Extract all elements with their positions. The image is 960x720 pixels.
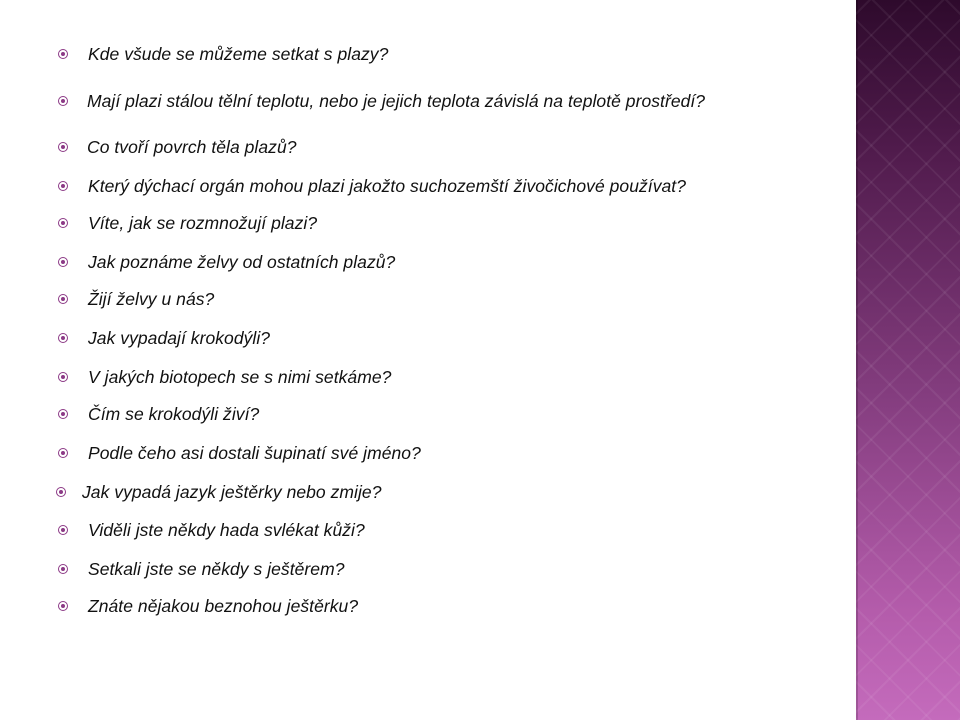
decorative-side-band [856,0,960,720]
bullet-icon [58,333,68,343]
question-text: Žijí želvy u nás? [88,288,215,309]
question-text: Viděli jste někdy hada svlékat kůži? [88,519,365,540]
question-item [58,42,388,66]
question-item [58,518,365,542]
bullet-icon [58,448,68,458]
question-item [58,287,214,311]
bullet-icon [58,96,68,106]
question-text: V jakých biotopech se s nimi setkáme? [88,366,392,387]
question-text: Víte, jak se rozmnožují plazi? [88,212,318,233]
bullet-icon [58,49,68,59]
bullet-icon [58,525,68,535]
question-text: Čím se krokodýli živí? [88,403,260,424]
question-item [56,480,382,504]
question-item [58,89,705,113]
question-item [58,402,259,426]
question-item [58,594,358,618]
bullet-icon [58,601,68,611]
bullet-icon [58,372,68,382]
question-text: Podle čeho asi dostali šupinatí své jméno? [88,442,421,463]
question-text: Mají plazi stálou tělní teplotu, nebo je jejich teplota závislá na teplotě prostředí? [87,90,706,111]
bullet-icon [58,218,68,228]
bullet-icon [58,564,68,574]
question-text: Jak vypadá jazyk ještěrky nebo zmije? [82,481,382,502]
question-item [58,557,345,581]
question-item [58,211,317,235]
bullet-icon [58,294,68,304]
question-text: Který dýchací orgán mohou plazi jakožto suchozemští živočichové používat? [88,175,686,196]
question-text: Setkali jste se někdy s ještěrem? [88,558,345,579]
band-edge [856,0,858,720]
bullet-icon [58,257,68,267]
question-item [58,250,395,274]
question-item [58,326,270,350]
bullet-icon [58,181,68,191]
question-text: Jak vypadají krokodýli? [88,327,271,348]
question-text: Co tvoří povrch těla plazů? [87,136,297,157]
question-item [58,174,686,198]
bullet-icon [58,409,68,419]
question-text: Znáte nějakou beznohou ještěrku? [88,595,359,616]
bullet-icon [56,487,66,497]
question-text: Kde všude se můžeme setkat s plazy? [88,43,389,64]
bullet-icon [58,142,68,152]
question-text: Jak poznáme želvy od ostatních plazů? [88,251,396,272]
question-item [58,365,391,389]
question-item [58,135,297,159]
question-item [58,441,421,465]
